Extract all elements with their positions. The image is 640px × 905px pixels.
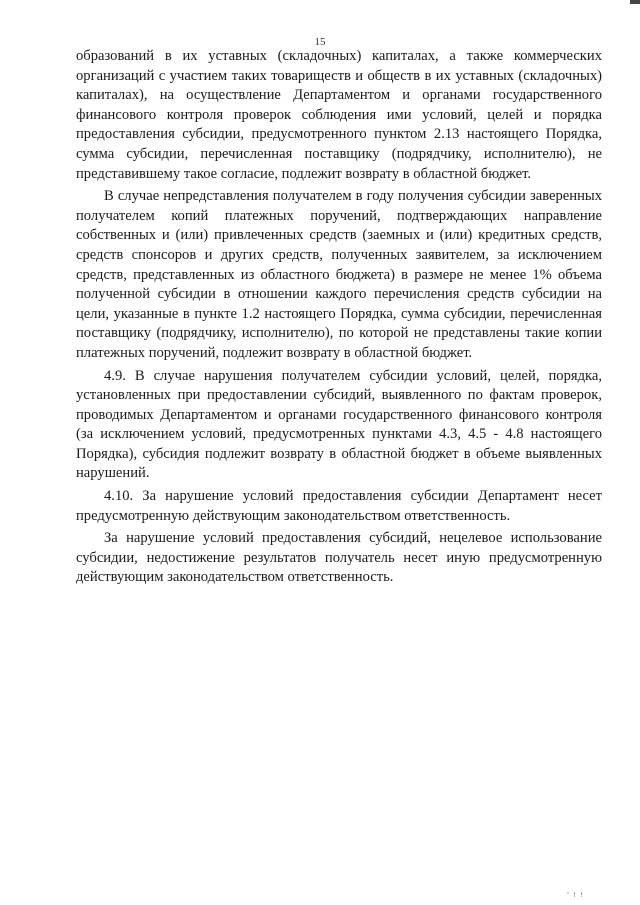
paragraph-continuation: образований в их уставных (складочных) капиталах, а также коммерческих организаций с участием таких товариществ и обществ в их уставных (складочных) капиталах), на осуществление Департаментом и органами государственного финансового контроля проверок соблюдения ими условий, целей и порядка предоставления субсидии, предусмотренного пунктом 2.13 настоящего Порядка, сумма субсидии, перечисленная поставщику (подрядчику, исполнителю), не представившему такое согласие, подлежит возврату в областной бюджет.	[76, 48, 602, 182]
paragraph-4-10: 4.10. За нарушение условий предоставления субсидии Департамент несет предусмотренную действующим законодательством ответственность.	[76, 488, 602, 524]
footer-scan-mark: ' ! !	[567, 891, 584, 899]
paragraph-liability: За нарушение условий предоставления субсидий, нецелевое использование субсидии, недостижение результатов получатель несет иную предусмотренную действующим законодательством ответственность.	[76, 530, 602, 586]
paragraph-4-9: 4.9. В случае нарушения получателем субсидии условий, целей, порядка, установленных при предоставлении субсидий, выявленного по фактам проверок, проводимых Департаментом и органами государственного финансового контроля (за исключением условий, предусмотренных пунктами 4.3, 4.5 - 4.8 настоящего Порядка), субсидия подлежит возврату в областной бюджет в объеме выявленных нарушений.	[76, 367, 602, 482]
document-body	[76, 47, 602, 591]
page-number: 15	[314, 36, 326, 48]
scan-corner-mark	[630, 0, 640, 4]
paragraph-payment-orders: В случае непредставления получателем в году получения субсидии заверенных получателем копий платежных поручений, подтверждающих направление собственных и (или) привлеченных средств (заемных и (или) кредитных средств, средств спонсоров и других средств, полученных заявителем, за исключением средств, представленных из областного бюджета) в размере не менее 1% объема полученной субсидии в отношении каждого перечисления средств субсидии на цели, указанные в пункте 1.2 настоящего Порядка, сумма субсидии, перечисленная поставщику (подрядчику, исполнителю), по которой не представлены такие копии платежных поручений, подлежит возврату в областной бюджет.	[76, 188, 602, 361]
